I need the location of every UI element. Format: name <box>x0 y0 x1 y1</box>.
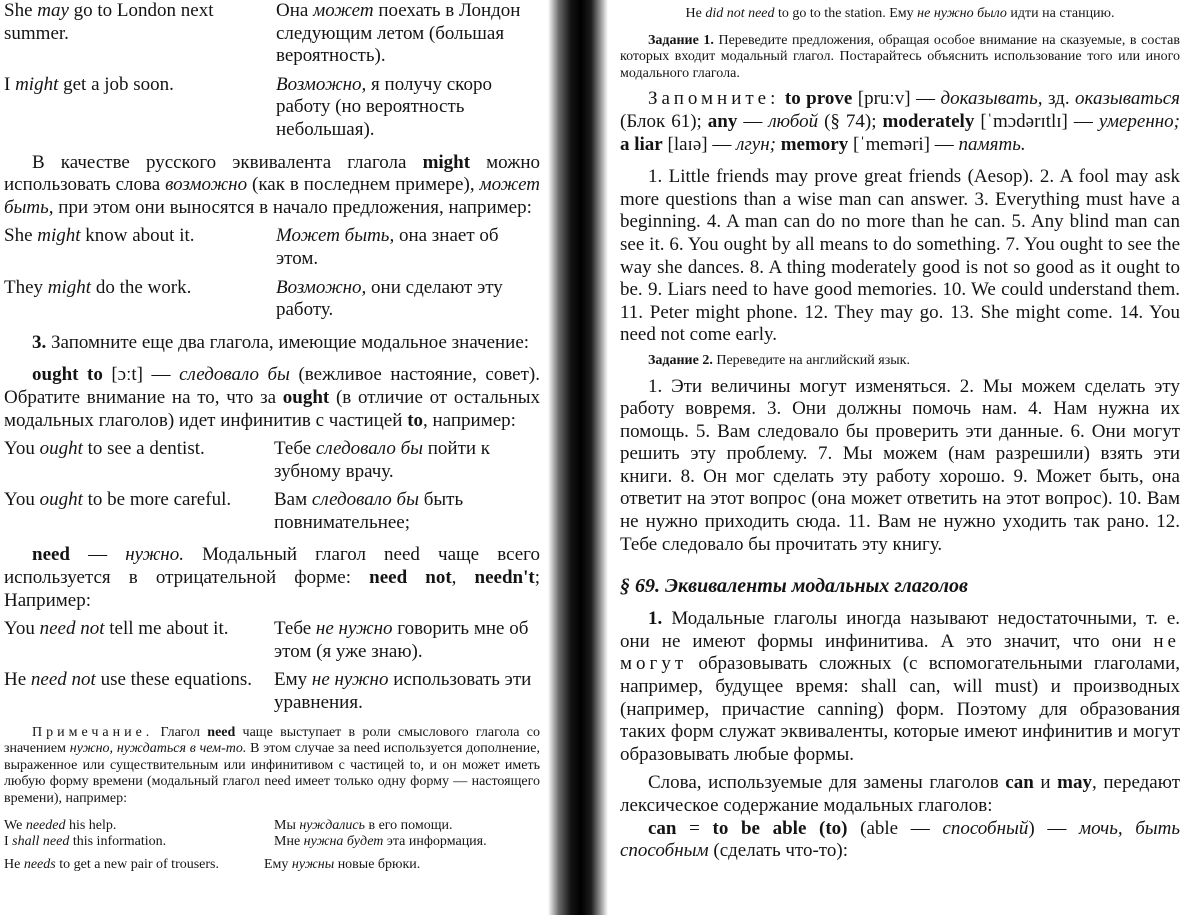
example-did-not-need <box>620 6 1180 23</box>
term: a liar <box>620 133 663 155</box>
vocabulary-box <box>620 88 1180 156</box>
text: He <box>4 856 24 872</box>
equivalents-paragraph-1 <box>620 608 1180 766</box>
term-italic: способный <box>942 817 1029 839</box>
modal-verb: may <box>37 0 69 21</box>
text: (§ 74); <box>818 110 883 132</box>
task-label: Задание 1. <box>648 32 714 48</box>
text: [laɪə] — <box>662 133 737 155</box>
russian-translation <box>274 834 540 851</box>
modal-equivalent: следовало бы <box>311 489 419 511</box>
example-pair <box>4 818 540 835</box>
text: образовывать сложных (с вспомогательными глаголами, например, будущее время: shall can, will must) и производных (например, причастие canning) форм. Поэтому для образования таких форм служат эквиваленты, которые имеют инфинитив и могут образовывать любые формы. <box>620 653 1180 765</box>
modal-equivalent: не нужно было <box>917 6 1007 21</box>
text: можно использовать слова <box>4 151 540 196</box>
term-italic: доказывать, <box>940 88 1043 110</box>
term: might <box>422 151 471 173</box>
text: — <box>70 544 126 566</box>
text: Запомните еще два глагола, имеющие модальное значение: <box>46 331 530 353</box>
example-pair <box>4 489 540 534</box>
modal-verb: ought <box>39 438 83 460</box>
text: В качестве русского эквивалента глагола <box>32 151 423 173</box>
pair-block-1 <box>4 0 540 142</box>
term: any <box>707 110 738 132</box>
term-italic: возможно <box>165 174 248 196</box>
text: He <box>4 669 31 691</box>
text: Мне <box>274 834 304 850</box>
term: need <box>207 724 236 740</box>
text: You <box>4 489 40 511</box>
emphasis-spaced: не могут <box>620 630 1180 675</box>
verb: needs <box>23 856 56 872</box>
english-example <box>4 834 274 851</box>
text: = <box>676 817 713 839</box>
text: Вам <box>274 489 312 511</box>
note-paragraph <box>4 725 540 808</box>
text: Ему <box>885 6 918 21</box>
section-heading: § 69. Эквиваленты модальных глаголов <box>620 575 968 598</box>
modal-equivalent: может <box>313 0 374 21</box>
text: они сделают эту работу. <box>276 276 503 321</box>
text: я получу скоро работу (но вероятность небольшая). <box>276 73 492 140</box>
text: Модальные глаголы иногда называют недостаточными, т. е. они не имеют формы инфинитива. А это значит, что они <box>620 608 1180 652</box>
english-example <box>4 818 274 835</box>
term-italic: следовало бы <box>179 364 290 386</box>
text: , передают лексическое содержание модальных глаголов: <box>620 772 1180 816</box>
term: moderately <box>882 110 975 132</box>
text: , например: <box>423 409 516 431</box>
note-label: Примечание. <box>32 724 154 740</box>
left-page <box>4 0 540 873</box>
text: this information. <box>69 834 167 850</box>
russian-translation <box>276 225 540 270</box>
text: [ˈmɔdərɪtlɪ] — <box>974 110 1099 132</box>
text: to be more careful. <box>82 489 232 511</box>
modal-verb: did not need <box>705 6 775 21</box>
text: They <box>4 276 48 298</box>
text: Тебе <box>274 618 316 640</box>
pair-block-4 <box>4 618 540 714</box>
exercise-1-sentences: 1. Little friends may prove great friends (Aesop). 2. A fool may ask more questions than a wise man can answer. 3. Everything must have a beginning. 4. A man can do no more than he can. 5. Any blind man can see it. 6. You ought by all means to do something. 7. You ought to see the way she dances. 8. A thing moderately good is not so good as it ought to be. 9. Liars need to have good memories. 10. We could understand them. 11. Peter might phone. 12. They may go. 13. She might come. 14. You need not come early. <box>620 166 1180 346</box>
example-pair <box>4 834 540 851</box>
text: (Блок 61); <box>620 110 708 132</box>
term: to be able (to) <box>712 817 848 839</box>
modal-verb: might <box>15 73 59 95</box>
example-pair <box>4 669 540 714</box>
text: поехать в Лондон следующим летом (большая вероятность). <box>276 0 521 67</box>
text: идти на станцию. <box>1006 6 1115 21</box>
text: (able — <box>847 817 943 839</box>
modal-verb: need not <box>30 669 96 691</box>
russian-translation <box>276 277 540 322</box>
english-example <box>4 489 274 534</box>
text: (в отличие от остальных модальных глаголов) идет инфинитив с частицей <box>4 386 541 431</box>
term-italic: лгун; <box>736 133 776 155</box>
text: (вежливое настояние, совет). Обратите внимание на то, что за <box>4 364 540 408</box>
term: may <box>1057 772 1092 794</box>
section-3-intro <box>4 332 540 355</box>
text: Тебе <box>274 438 316 460</box>
russian-translation <box>276 0 540 68</box>
text: чаще выступает в роли смыслового глагола со значением <box>4 724 540 757</box>
task-label: Задание 2. <box>648 352 713 368</box>
text: [ɔːt] — <box>102 364 180 386</box>
equivalents-paragraph-2 <box>620 772 1180 817</box>
term: need not <box>369 567 452 589</box>
text: Переведите на английский язык. <box>712 352 910 368</box>
text: при этом они выносятся в начало предложения, например: <box>53 196 532 218</box>
right-page <box>620 0 1180 863</box>
text: get a job soon. <box>58 73 174 95</box>
english-example <box>4 618 274 663</box>
example-pair <box>4 857 540 874</box>
text: в его помощи. <box>364 817 453 833</box>
modal-equivalent: следовало бы <box>315 438 423 460</box>
text: быть повнимательнее; <box>274 489 464 533</box>
verb-translation: нужны <box>291 856 335 872</box>
english-example <box>4 277 276 322</box>
russian-translation <box>274 618 540 663</box>
text: I <box>4 834 13 850</box>
task-2 <box>620 353 1180 370</box>
text: , <box>451 567 475 589</box>
text: ) — <box>1028 817 1079 839</box>
term-italic: может быть, <box>4 174 540 218</box>
russian-translation <box>274 669 540 714</box>
text: она знает об этом. <box>276 225 499 269</box>
text: tell me about it. <box>104 618 229 640</box>
term: memory <box>780 133 849 155</box>
example-pair <box>4 0 540 68</box>
modal-equivalent: Может быть, <box>276 225 395 247</box>
page-gutter-shadow <box>548 0 608 915</box>
example-pair <box>4 225 540 270</box>
text: do the work. <box>91 276 192 298</box>
term: ought to <box>32 364 103 386</box>
modal-equivalent: Возможно, <box>276 73 367 95</box>
can-equivalent <box>620 818 1180 863</box>
term-italic: оказываться <box>1075 88 1180 110</box>
modal-verb: ought <box>39 489 83 511</box>
term: ought <box>282 386 330 408</box>
text: Ему <box>274 669 312 691</box>
might-paragraph <box>4 152 540 220</box>
verb-translation: нуждались <box>299 817 365 833</box>
english-example <box>4 669 274 714</box>
russian-translation <box>264 857 540 874</box>
modal-equivalent: не нужно <box>311 669 389 691</box>
text: We <box>4 817 26 833</box>
text: to get a new pair of trousers. <box>55 856 220 872</box>
text: эта информация. <box>383 834 487 850</box>
russian-translation <box>274 818 540 835</box>
text: to go to the station. <box>774 6 886 21</box>
example-pair <box>4 74 540 142</box>
term-italic: память. <box>958 133 1026 155</box>
exercise-2-sentences: 1. Эти величины могут изменяться. 2. Мы можем сделать эту работу вовремя. 3. Они должны помочь нам. 4. Нам нужна их помощь. 5. Вам следовало бы проверить эти данные. 6. Они могут решить эту проблему. 7. Мы можем (нам разрешили) взять эти книги. 8. Он мог сделать эту работу хорошо. 9. Может быть, она ответит на этот вопрос (она может ответить на этот вопрос). 10. Вам не нужно приходить сюда. 11. Вам не нужно уходить так рано. 12. Тебе следовало бы прочитать эту книгу. <box>620 375 1180 555</box>
verb: shall need <box>12 834 70 850</box>
pair-block-5 <box>4 818 540 874</box>
text: You <box>4 438 40 460</box>
text: [pruːv] — <box>852 88 941 110</box>
text: use these equations. <box>95 669 252 691</box>
term: can <box>648 817 677 839</box>
item-number: 3. <box>32 331 47 353</box>
modal-verb: might <box>37 225 81 247</box>
text: зд. <box>1042 88 1076 110</box>
need-paragraph <box>4 544 540 612</box>
term-italic: нужно. <box>125 544 184 566</box>
text: go to London next summer. <box>4 0 214 44</box>
example-pair <box>4 618 540 663</box>
text: В этом случае за need используется дополнение, выраженное или существительным или инфинитивом с частицей to, и он может иметь любую форму времени (модальный глагол need имеет только одну форму — настоящего времени), например: <box>4 741 540 806</box>
term: can <box>1005 772 1034 794</box>
term-italic: умеренно; <box>1098 110 1181 132</box>
term: to <box>407 409 424 431</box>
text: He <box>685 6 706 21</box>
text: She <box>4 225 38 247</box>
text: ; Например: <box>4 567 540 611</box>
text: Слова, используемые для замены глаголов <box>648 772 1006 794</box>
text: — <box>737 110 769 132</box>
english-example <box>4 74 276 142</box>
vocab-label: Запомните: <box>648 88 780 110</box>
verb: needed <box>25 817 66 833</box>
russian-translation <box>274 438 540 483</box>
term: needn't <box>474 567 535 589</box>
text: his help. <box>65 817 117 833</box>
english-example <box>4 0 276 68</box>
text: I <box>4 73 16 95</box>
term: to prove <box>784 88 853 110</box>
text: и <box>1033 772 1058 794</box>
russian-translation <box>276 74 540 142</box>
modal-verb: might <box>47 276 92 298</box>
text: использовать эти уравнения. <box>274 669 532 714</box>
text: (сделать что-то): <box>708 840 848 862</box>
text: She <box>4 0 38 21</box>
text: новые брюки. <box>334 856 421 872</box>
task-1 <box>620 33 1180 83</box>
text: to see a dentist. <box>82 438 205 460</box>
pair-block-3 <box>4 438 540 534</box>
text: Модальный глагол need чаще всего используется в отрицательной форме: <box>4 544 540 589</box>
modal-verb: need not <box>39 618 105 640</box>
text: пойти к зубному врачу. <box>274 438 491 482</box>
text: Глагол <box>153 724 208 740</box>
text: Она <box>276 0 314 21</box>
text: know about it. <box>80 225 195 247</box>
text: Мы <box>274 817 300 833</box>
verb-translation: нужна будет <box>303 834 384 850</box>
term-italic: любой <box>768 110 819 132</box>
english-example <box>4 438 274 483</box>
text: Ему <box>264 856 292 872</box>
modal-equivalent: Возможно, <box>276 276 367 298</box>
pair-block-2 <box>4 225 540 321</box>
term-italic: нужно, нуждаться в чем-то. <box>69 741 247 757</box>
example-pair <box>4 438 540 483</box>
term: need <box>32 544 70 566</box>
text: You <box>4 618 40 640</box>
text: говорить мне об этом (я уже знаю). <box>274 618 529 662</box>
text: (как в последнем примере), <box>247 174 480 196</box>
text: Переведите предложения, обращая особое внимание на сказуемые, в состав которых входит модальный глагол. Постарайтесь объяснить использование того или иного модального глагола. <box>620 32 1180 81</box>
item-number: 1. <box>648 608 663 630</box>
text: [ˈmeməri] — <box>848 133 959 155</box>
russian-translation <box>274 489 540 534</box>
example-pair <box>4 277 540 322</box>
ought-paragraph <box>4 364 540 432</box>
english-example <box>4 225 276 270</box>
term-italic: мочь, быть способным <box>620 817 1181 862</box>
modal-equivalent: не нужно <box>315 618 393 640</box>
english-example <box>4 857 264 874</box>
